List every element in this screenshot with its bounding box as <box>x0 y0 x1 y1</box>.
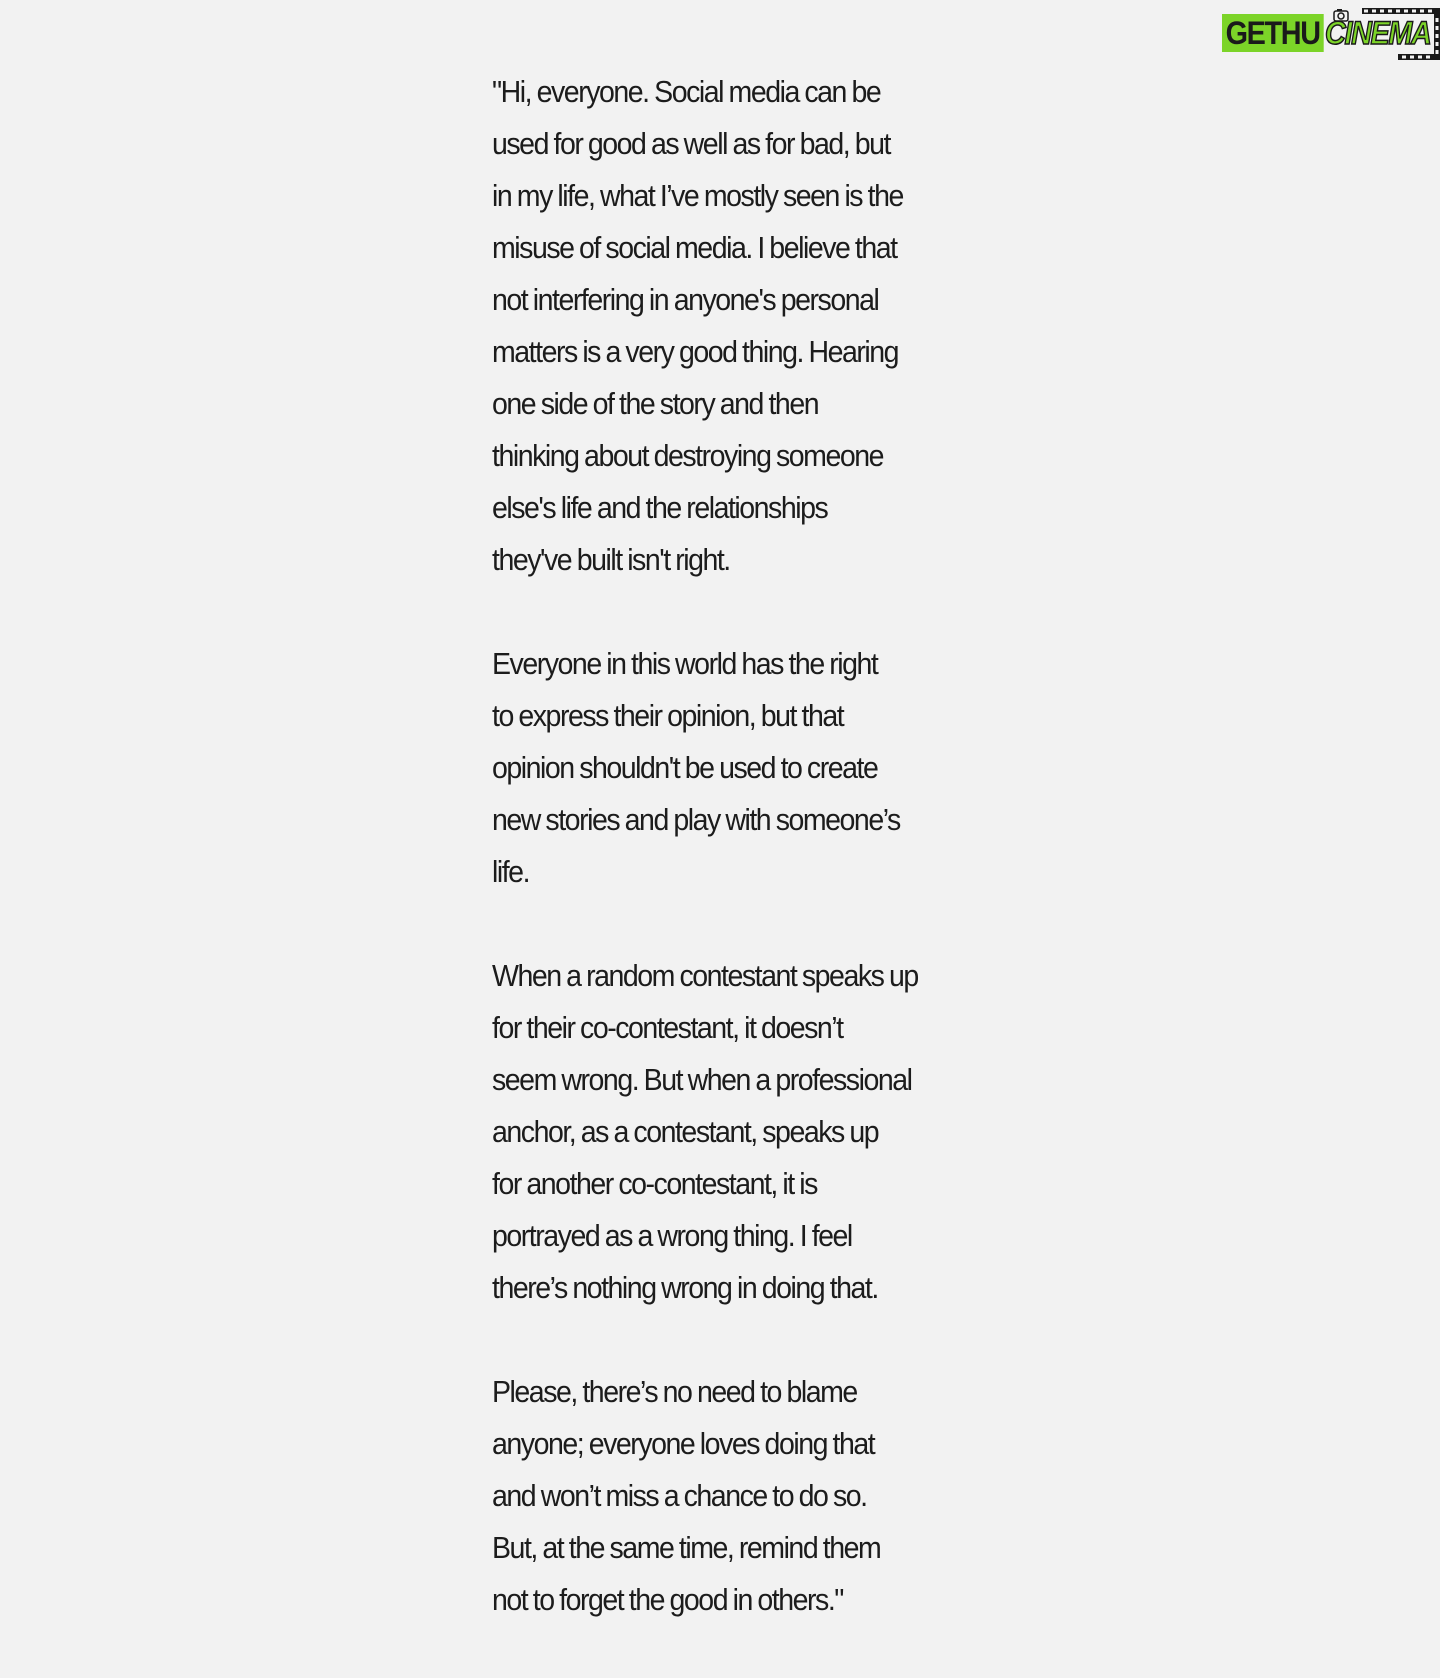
statement-article <box>492 66 1012 1678</box>
text-line: seem wrong. But when a professional <box>492 1062 912 1097</box>
text-line: misuse of social media. I believe that <box>492 230 897 265</box>
text-line: When a random contestant speaks up <box>492 958 918 993</box>
text-line: thinking about destroying someone <box>492 438 884 473</box>
gethu-cinema-logo <box>1222 8 1440 60</box>
text-line: Please, there’s no need to blame <box>492 1374 857 1409</box>
logo-wordmark <box>1222 14 1440 52</box>
paragraph <box>492 66 989 586</box>
text-line: opinion shouldn't be used to create <box>492 750 878 785</box>
text-line: anyone; everyone loves doing that <box>492 1426 875 1461</box>
text-line: they've built isn't right. <box>492 542 730 577</box>
text-line: life. <box>492 854 530 889</box>
logo-text-gethu: GETHU <box>1222 14 1323 52</box>
text-line: and won’t miss a chance to do so. <box>492 1478 867 1513</box>
text-line: for their co-contestant, it doesn’t <box>492 1010 843 1045</box>
text-line: else's life and the relationships <box>492 490 828 525</box>
text-line: in my life, what I’ve mostly seen is the <box>492 178 903 213</box>
text-line: for another co-contestant, it is <box>492 1166 817 1201</box>
text-line: Everyone in this world has the right <box>492 646 878 681</box>
text-line: "Hi, everyone. Social media can be <box>492 74 881 109</box>
text-line: one side of the story and then <box>492 386 819 421</box>
paragraph <box>492 950 989 1314</box>
text-line: new stories and play with someone’s <box>492 802 900 837</box>
text-line: to express their opinion, but that <box>492 698 844 733</box>
text-line: matters is a very good thing. Hearing <box>492 334 899 369</box>
paragraph <box>492 1366 989 1626</box>
logo-text-cinema: CINEMA <box>1324 15 1430 51</box>
text-line: portrayed as a wrong thing. I feel <box>492 1218 852 1253</box>
text-line: not interfering in anyone's personal <box>492 282 879 317</box>
text-line: anchor, as a contestant, speaks up <box>492 1114 879 1149</box>
text-line: not to forget the good in others." <box>492 1582 843 1617</box>
paragraph <box>492 638 989 898</box>
text-line: there’s nothing wrong in doing that. <box>492 1270 878 1305</box>
text-line: But, at the same time, remind them <box>492 1530 881 1565</box>
text-line: used for good as well as for bad, but <box>492 126 890 161</box>
